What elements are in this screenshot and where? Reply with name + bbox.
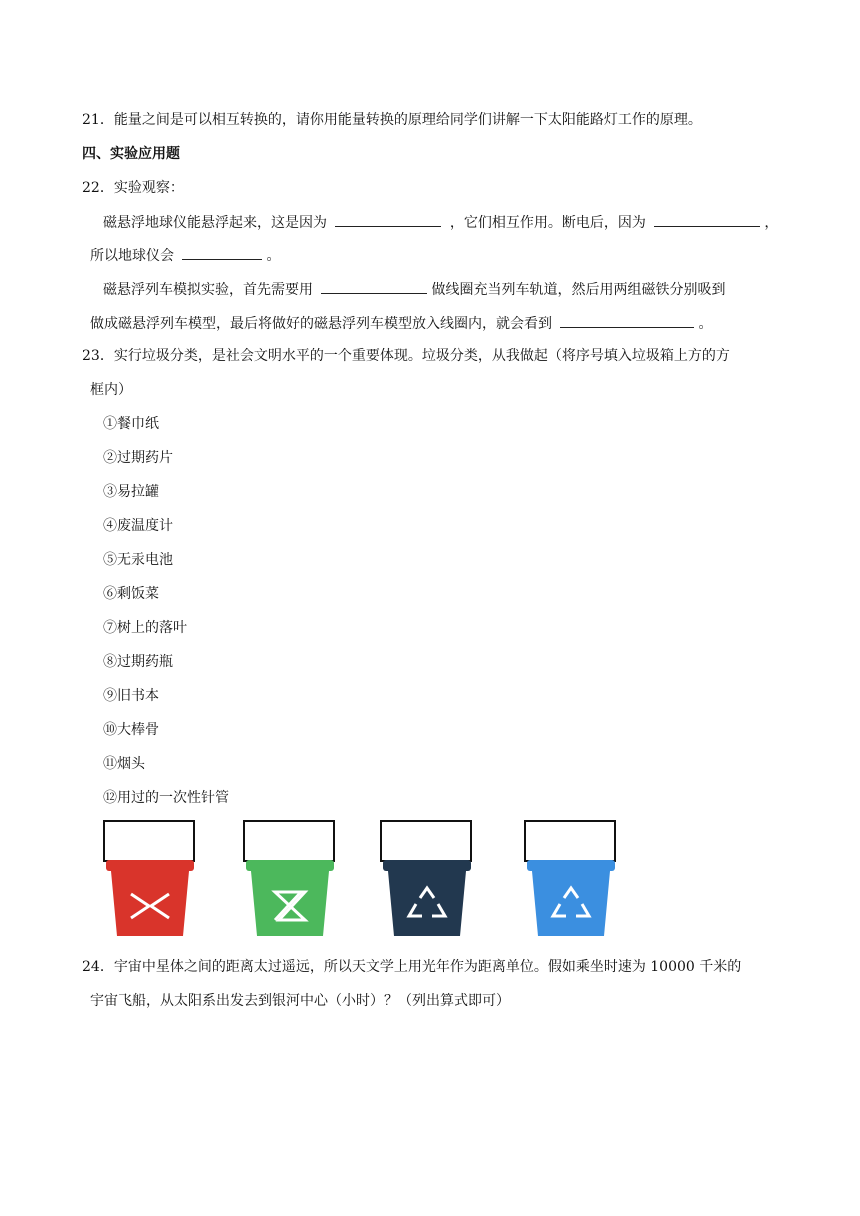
garbage-item (103, 448, 173, 468)
item-number: ② (103, 450, 117, 466)
bin-body (388, 871, 466, 936)
q22-text: 磁悬浮列车模拟实验，首先需要用 (103, 282, 313, 298)
question-text: 实行垃圾分类，是社会文明水平的一个重要体现。垃圾分类，从我做起（将序号填入垃圾箱上方的方 (113, 348, 730, 364)
answer-blank[interactable] (654, 212, 760, 227)
question-number: 23． (82, 348, 114, 364)
garbage-item (103, 788, 229, 808)
question-23-cont: 框内） (90, 382, 132, 398)
q22-text: 。 (698, 316, 713, 332)
q22-text: 做成磁悬浮列车模型，最后将做好的磁悬浮列车模型放入线圈内，就会看到 (90, 316, 552, 332)
question-23 (82, 346, 730, 366)
garbage-item (103, 618, 187, 638)
question-number: 22． (82, 180, 114, 196)
q22-text: ，它们相互作用。断电后，因为 (449, 215, 646, 231)
kitchen-waste-bin (243, 820, 337, 940)
question-text: 宇宙中星体之间的距离太过遥远，所以天文学上用光年作为距离单位。假如乘坐时速为 10000 千米的 (113, 959, 742, 975)
item-text: 过期药瓶 (117, 654, 173, 670)
q22-text: 。 (266, 248, 281, 264)
question-22-header (82, 178, 184, 198)
item-number: ⑧ (103, 654, 117, 670)
question-21 (82, 110, 702, 130)
q22-line-1 (103, 212, 778, 233)
item-text: 剩饭菜 (117, 586, 159, 602)
item-number: ④ (103, 518, 117, 534)
item-number: ⑩ (103, 722, 117, 738)
answer-box[interactable] (525, 821, 615, 861)
garbage-item (103, 754, 145, 774)
question-number: 21． (82, 112, 114, 128)
answer-box[interactable] (381, 821, 471, 861)
bin-body (111, 871, 189, 936)
answer-blank[interactable] (321, 279, 427, 294)
question-text: 能量之间是可以相互转换的，请你用能量转换的原理给同学们讲解一下太阳能路灯工作的原理。 (113, 112, 702, 128)
section-title: 四、实验应用题 (82, 146, 180, 162)
item-number: ① (103, 416, 117, 432)
q22-text: 磁悬浮地球仪能悬浮起来，这是因为 (103, 215, 327, 231)
recyclable-bin-blue (524, 820, 618, 940)
item-text: 过期药片 (117, 450, 173, 466)
hazardous-bin (103, 820, 197, 940)
garbage-item (103, 652, 173, 672)
garbage-item (103, 720, 159, 740)
q22-text: 所以地球仪会 (90, 248, 174, 264)
item-number: ⑦ (103, 620, 117, 636)
question-number: 24． (82, 959, 114, 975)
q22-line-4 (90, 313, 712, 334)
garbage-item (103, 686, 159, 706)
answer-blank[interactable] (335, 212, 441, 227)
item-text: 餐巾纸 (117, 416, 159, 432)
item-text: 烟头 (117, 756, 145, 772)
question-label: 实验观察： (113, 180, 184, 196)
garbage-item (103, 516, 173, 536)
q22-line-2 (90, 245, 280, 266)
garbage-item (103, 550, 173, 570)
garbage-item (103, 414, 159, 434)
q22-text: 做线圈充当列车轨道，然后用两组磁铁分别吸到 (431, 282, 726, 298)
item-text: 易拉罐 (117, 484, 159, 500)
q22-text: ， (764, 215, 779, 231)
bin-lid (106, 860, 194, 871)
item-text: 大棒骨 (117, 722, 159, 738)
item-number: ⑥ (103, 586, 117, 602)
item-text: 旧书本 (117, 688, 159, 704)
garbage-item (103, 482, 159, 502)
bin-lid (383, 860, 471, 871)
item-text: 无汞电池 (117, 552, 173, 568)
item-number: ③ (103, 484, 117, 500)
answer-box[interactable] (104, 821, 194, 861)
item-number: ⑤ (103, 552, 117, 568)
item-number: ⑪ (103, 756, 117, 772)
garbage-item (103, 584, 159, 604)
question-24-cont: 宇宙飞船，从太阳系出发去到银河中心（小时）？（列出算式即可） (90, 993, 510, 1009)
answer-blank[interactable] (560, 313, 694, 328)
item-text: 用过的一次性针管 (117, 790, 229, 806)
bin-lid (246, 860, 334, 871)
item-text: 废温度计 (117, 518, 173, 534)
question-24 (82, 957, 741, 977)
item-text: 树上的落叶 (117, 620, 187, 636)
answer-box[interactable] (244, 821, 334, 861)
q22-line-3 (103, 279, 725, 300)
bin-body (532, 871, 610, 936)
bin-lid (527, 860, 615, 871)
item-number: ⑫ (103, 790, 117, 806)
recyclable-bin-dark (380, 820, 474, 940)
answer-blank[interactable] (182, 245, 262, 260)
item-number: ⑨ (103, 688, 117, 704)
